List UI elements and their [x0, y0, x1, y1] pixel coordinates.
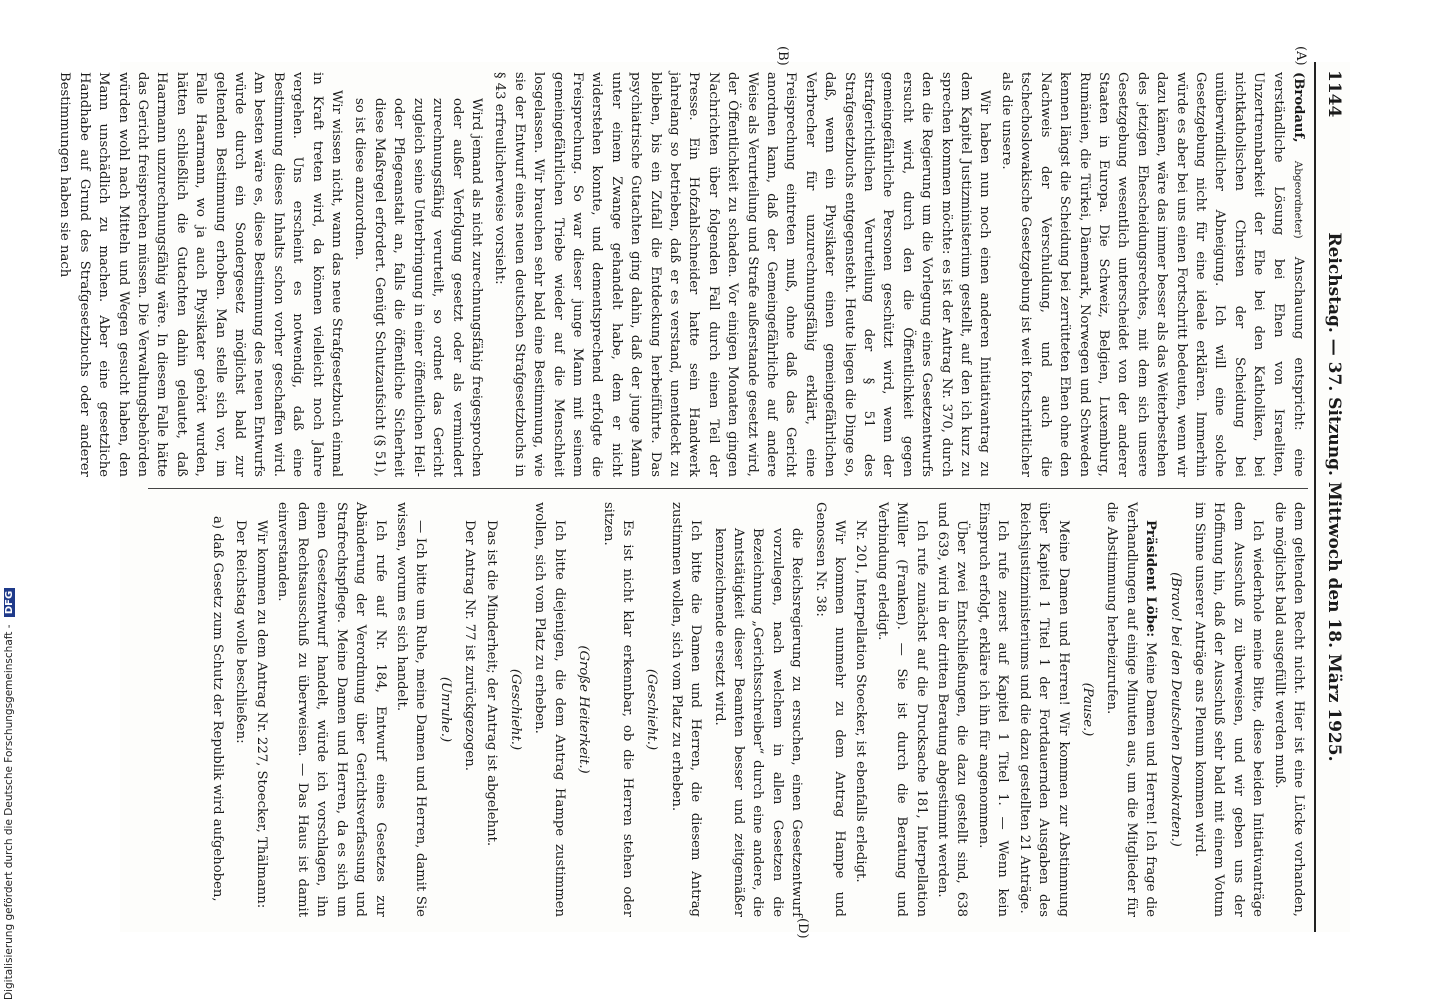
margin-marker-d: (D)	[795, 918, 810, 939]
left-column	[57, 72, 1308, 477]
applause-note: (Bravo! bei den Deutschen Demokraten.)	[1167, 572, 1183, 847]
page-header	[1314, 62, 1350, 932]
paragraph: Ich rufe zuerst auf Kapitel 1 Titel 1. — Wenn kein Einspruch erfolgt, erkläre ich ihn für angenommen.	[975, 502, 1011, 917]
paragraph: Der Antrag Nr. 77 ist zurückgezogen.	[462, 520, 478, 771]
paragraph: Wir wissen nicht, wann das neue Strafgesetzbuch einmal in Kraft treten wird, da können vielleicht noch Jahre vergehen. Uns erscheint es notwendig, daß eine Bestimmung dieses Inhalts schon vorher geschaffen wird. Am besten wäre es, diese Bestimmung des neuen Entwurfs würde durch ein Sondergesetz möglichst bald zur geltenden Bestimmung erhoben. Man stelle sich vor, im Falle Haarmann, wo ja auch Physikater gehört wurden, hätten schließlich die Gutachten dahin gelautet, daß Haarmann unzurechnungsfähig wäre. In diesem Falle hätte das Gericht freisprechen müssen. Die Verwaltungsbehörden würden wohl nach Mitteln und Wegen gesucht haben, den Mann unschädlich zu machen. Aber eine gesetzliche Handhabe auf Grund des Strafgesetzbuchs oder anderer Bestimmungen haben sie nach	[57, 72, 345, 477]
speaker-role: Abgeordneter)	[1292, 160, 1304, 239]
paragraph: Ich rufe auf Nr. 184, Entwurf eines Gesetzes zur Abänderung der Verordnung über Gerichtsverfassung und Strafrechtspflege. Meine Damen und Herren, da es sich um einen Gesetzentwurf handelt, würde ich vorschlagen, ihn dem Rechtsausschuß zu überweisen. — Das Haus ist damit einverstanden.	[275, 502, 388, 917]
paragraph: Wir haben nun noch einen anderen Initiativantrag zu dem Kapitel Justizministerium gestellt, auf den ich kurz zu sprechen kommen möchte: es ist der Antrag Nr. 370, durch den die Regierung um die Vorlegung eines Gesetzentwurfs ersucht wird, durch den die Öffentlichkeit gegen gemeingefährliche Personen geschützt wird, wenn der strafgerichtlichen Verurteilung der § 51 des Strafgesetzbuchs entgegensteht. Heute liegen die Dinge so, daß, wenn ein Physikater einen gemeingefährlichen Verbrecher für unzurechnungsfähig erklärt, eine Freisprechung eintreten muß, ohne daß das Gericht anordnen kann, daß der Gemeingefährliche auf andere Weise als Verurteilung und Strafe außerstande gesetzt wird, der Öffentlichkeit zu schaden. Vor einigen Monaten gingen Nachrichten über folgenden Fall durch einen Teil der Presse. Ein Hofzahlschneider hatte sein Handwerk jahrelang so betrieben, daß er es verstand, unentdeckt zu bleiben, bis ein Zufall die Entdeckung herbeiführte. Das psychiatrische Gutachten ging dahin, daß der junge Mann unter einem Zwange gehandelt habe, dem er nicht widerstehen konnte, und dementsprechend erfolgte die Freisprechung. So war dieser junge Mann mit seinem gemeingefährlichen Triebe wieder auf die Menschheit losgelassen. Wir brauchen sehr bald eine Bestimmung, wie sie der Entwurf eines neuen deutschen Strafgesetzbuchs in § 43 erfreulicherweise vorsieht:	[492, 72, 993, 477]
stage-note: (Geschieht.)	[507, 668, 523, 751]
paragraph: Ich bitte die Damen und Herren, die diesem Antrag zustimmen wollen, sich vom Platz zu erheben.	[668, 502, 704, 917]
paragraph: Über zwei Entschließungen, die dazu gestellt sind, 638 und 639, wird in der dritten Beratung abgestimmt werden.	[935, 502, 970, 917]
paragraph	[1102, 502, 1160, 917]
column-divider	[148, 488, 1308, 489]
dfg-logo: DFG	[4, 588, 15, 617]
credit-text: Digitalisierung gefördert durch die Deutsche Forschungsgemeinschaft -	[3, 624, 15, 1000]
right-column	[138, 502, 1308, 917]
quote-block: die Reichsregierung zu ersuchen, einen Gesetzentwurf vorzulegen, nach welchem in allen Gesetzen die Bezeichnung „Gerichtsschreiber“ durch eine andere, die Amtstätigkeit dieser Beamten besser und zeitgemäßer kennzeichnende ersetzt wird.	[711, 528, 805, 917]
paragraph: Ich rufe zunächst auf die Drucksache 181, Interpellation Müller (Franken). — Sie ist durch die Beratung und Verbindung erledigt.	[874, 502, 929, 917]
paragraph: Meine Damen und Herren! Wir kommen zur Abstimmung über Kapitel 1 Titel 1 der Fortdauernden Ausgaben des Reichsjustizministeriums und die dazu gestellten 21 Anträge.	[1016, 502, 1071, 917]
paragraph: Der Reichstag wolle beschließen:	[232, 520, 248, 744]
digitization-credit	[3, 588, 15, 1000]
paragraph: Es ist nicht klar erkennbar, ob die Herren stehen oder sitzen.	[600, 502, 635, 917]
president-name: Präsident Löbe:	[1143, 520, 1159, 638]
paragraph: Ich wiederhole meine Bitte, diese beiden Initiativanträge dem Ausschuß zu überweisen, und wir geben uns der Hoffnung hin, daß der Ausschuß sehr bald mit einem Votum im Sinne unserer Anträge ans Plenum kommen wird.	[1191, 502, 1266, 917]
stage-note: (Große Heiterkeit.)	[576, 645, 592, 774]
paragraph: Wir kommen zu dem Antrag Nr. 227, Stoecker, Thälmann:	[254, 520, 270, 909]
list-item: a) daß Gesetz zum Schutz der Republik wird aufgehoben,	[210, 516, 226, 902]
quote-block: Wird jemand als nicht zurechnungsfähig freigesprochen oder außer Verfolgung gesetzt oder als vermindert zurechnungsfähig verurteilt, so ordnet das Gericht zugleich seine Unterbringung in einer öffentlichen Heil- oder Pflegeanstalt an, falls die öffentliche Sicherheit diese Maßregel erfordert. Genügt Schutzaufsicht (§ 51), so ist diese anzuordnen.	[352, 98, 484, 477]
paragraph: Ich bitte diejenigen, die dem Antrag Hampe zustimmen wollen, sich vom Platz zu erheben.	[532, 502, 567, 917]
paragraph-text: Anschauung entspricht: eine verständliche Lösung bei Ehen von Israeliten, Unzertrennbarkeit der Ehe bei den Katholiken, bei nichtkatholischen Christen der Scheidung bei unüberwindlicher Abneigung. Ich will eine solche Gesetzgebung nicht für eine ideale erklären. Immerhin würde es aber bei uns einen Fortschritt bedeuten, wenn wir dazu kämen, wäre das immer besser als das Weiterbestehen des jetzigen Ehescheidungsrechtes, mit dem sich unsere Gesetzgebung wesentlich unterscheidet von der anderer Staaten in Europa. Die Schweiz, Belgien, Luxemburg, Rumänien, die Türkei, Dänemark, Norwegen und Schweden kennen längst die Scheidung bei zerrütteten Ehen ohne den Nachweis der Verschuldung, und auch die tschechoslowakische Gesetzgebung ist weit fortschrittlicher als die unsere.	[998, 72, 1306, 477]
paragraph: Das ist die Minderheit; der Antrag ist abgelehnt.	[483, 520, 499, 847]
margin-marker-b: (B)	[775, 46, 790, 66]
paragraph	[997, 72, 1309, 477]
stage-note: (Geschieht.)	[644, 668, 660, 751]
stage-note: (Unruhe.)	[437, 676, 453, 743]
paragraph: Wir kommen nunmehr zu dem Antrag Hampe und Genossen Nr. 38:	[812, 502, 848, 917]
speaker-name: (Brodauf,	[1291, 72, 1306, 143]
page-number: 1144	[1324, 70, 1344, 118]
paragraph: — Ich bitte um Ruhe, meine Damen und Herren, damit Sie wissen, worum es sich handelt.	[393, 502, 429, 917]
document-page	[57, 46, 1350, 939]
paragraph-text: Meine Damen und Herren! Ich frage die Verhandlungen auf einige Minuten aus, um die Mitglieder für die Abstimmung herbeizurufen.	[1104, 502, 1159, 917]
margin-marker-a: (A)	[1293, 46, 1308, 66]
pause-note: (Pause.)	[1079, 682, 1095, 737]
paragraph: Nr. 201, Interpellation Stoecker, ist ebenfalls erledigt.	[853, 520, 869, 883]
page-title: Reichstag. — 37. Sitzung. Mittwoch den 18. März 1925.	[1324, 232, 1344, 762]
paragraph: dem geltenden Recht nicht. Hier ist eine Lücke vorhanden, die möglichst bald ausgefüllt werden muß.	[1271, 502, 1306, 917]
